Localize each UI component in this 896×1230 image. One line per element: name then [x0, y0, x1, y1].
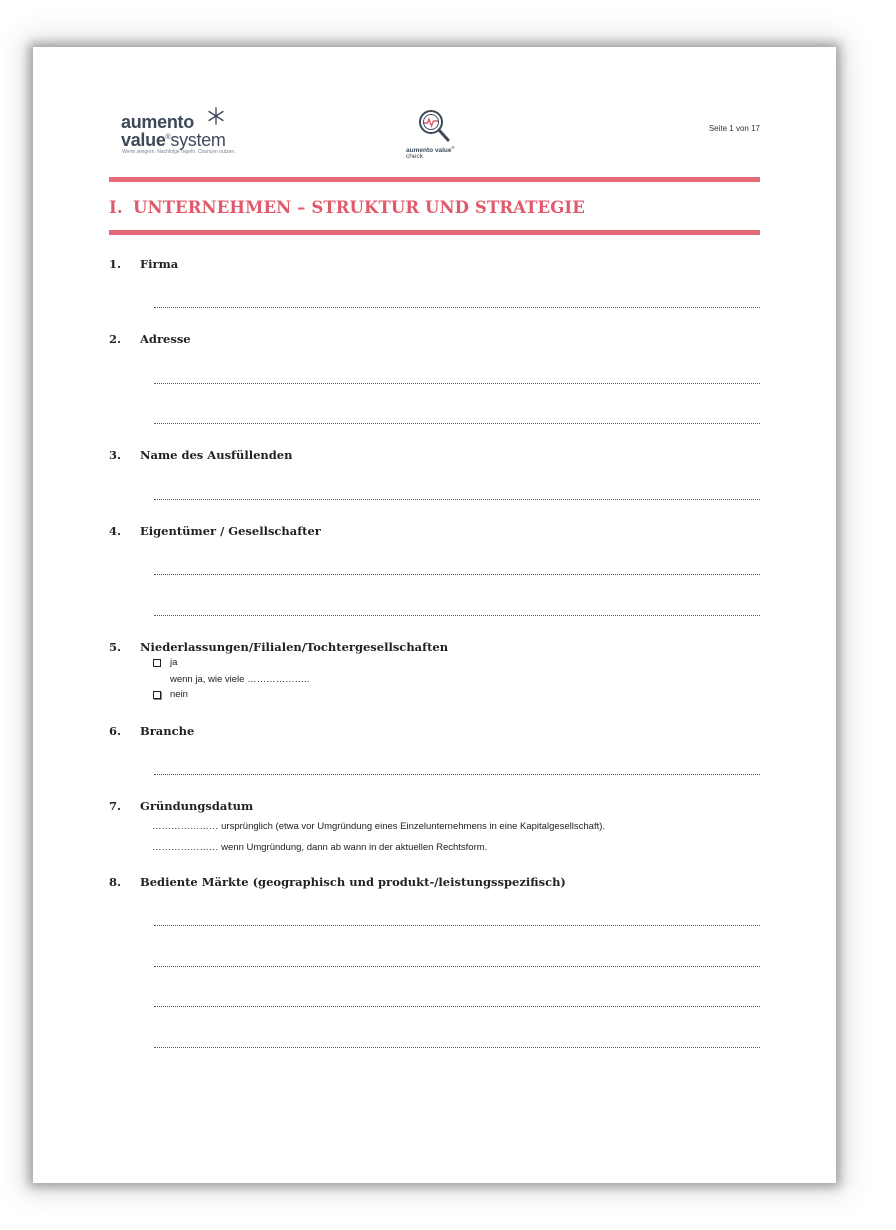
question-label-niederlassungen: Niederlassungen/Filialen/Tochtergesellschaften — [140, 640, 449, 654]
followup-wie-viele: wenn ja, wie viele ……………….. — [170, 674, 310, 685]
section-title-text: UNTERNEHMEN – STRUKTUR UND STRATEGIE — [133, 198, 585, 217]
answer-line-maerkte-4[interactable] — [154, 1047, 760, 1048]
question-label-branche: Branche — [140, 724, 195, 738]
logo-left-tagline: Werte steigern. Nachfolge regeln. Chancen nutzen. — [122, 149, 236, 155]
option-label-ja: ja — [170, 657, 178, 668]
answer-line-maerkte-2[interactable] — [154, 966, 760, 967]
section-rule-top — [109, 177, 760, 182]
asterisk-logo-icon — [207, 107, 225, 125]
checkbox-nein[interactable] — [153, 691, 161, 699]
question-number: 3. — [109, 448, 122, 462]
gruendung-urspruenglich-line[interactable]: ………………… ursprünglich (etwa vor Umgründung eines Einzelunternehmens in eine Kapitalgesellschaft). — [152, 821, 606, 832]
question-number: 4. — [109, 524, 122, 538]
magnifier-chart-icon — [416, 107, 452, 145]
question-label-maerkte: Bediente Märkte (geographisch und produkt-/leistungsspezifisch) — [140, 875, 566, 889]
question-label-ausfuellender: Name des Ausfüllenden — [140, 448, 293, 462]
checkbox-ja[interactable] — [153, 659, 161, 667]
answer-line-eigentuemer-1[interactable] — [154, 574, 760, 575]
question-number: 5. — [109, 640, 122, 654]
section-number: I. — [109, 198, 123, 217]
logo-mid-line1: aumento value® — [406, 145, 455, 154]
question-label-adresse: Adresse — [140, 332, 191, 346]
question-number: 1. — [109, 257, 122, 271]
page-number: Seite 1 von 17 — [708, 124, 760, 133]
answer-line-adresse-1[interactable] — [154, 383, 760, 384]
logo-left-line2: value®system — [121, 130, 226, 150]
aumento-value-system-logo — [121, 107, 251, 159]
answer-line-maerkte-3[interactable] — [154, 1006, 760, 1007]
question-number: 2. — [109, 332, 122, 346]
gruendung-umgruendung-line[interactable]: ………………… wenn Umgründung, dann ab wann in der aktuellen Rechtsform. — [152, 842, 488, 853]
question-number: 6. — [109, 724, 122, 738]
document-page — [33, 47, 836, 1183]
logo-left-line1: aumento — [121, 112, 194, 132]
aumento-value-check-logo — [405, 107, 475, 163]
logo-mid-line2: check — [406, 153, 423, 160]
option-label-nein: nein — [170, 689, 188, 700]
answer-line-firma[interactable] — [154, 307, 760, 308]
question-number: 7. — [109, 799, 122, 813]
question-label-firma: Firma — [140, 257, 179, 271]
question-label-gruendungsdatum: Gründungsdatum — [140, 799, 254, 813]
question-number: 8. — [109, 875, 122, 889]
section-rule-bottom — [109, 230, 760, 235]
question-label-eigentuemer: Eigentümer / Gesellschafter — [140, 524, 321, 538]
answer-line-adresse-2[interactable] — [154, 423, 760, 424]
answer-line-branche[interactable] — [154, 774, 760, 775]
answer-line-eigentuemer-2[interactable] — [154, 615, 760, 616]
answer-line-maerkte-1[interactable] — [154, 925, 760, 926]
section-title — [109, 198, 585, 217]
answer-line-ausfuellender[interactable] — [154, 499, 760, 500]
